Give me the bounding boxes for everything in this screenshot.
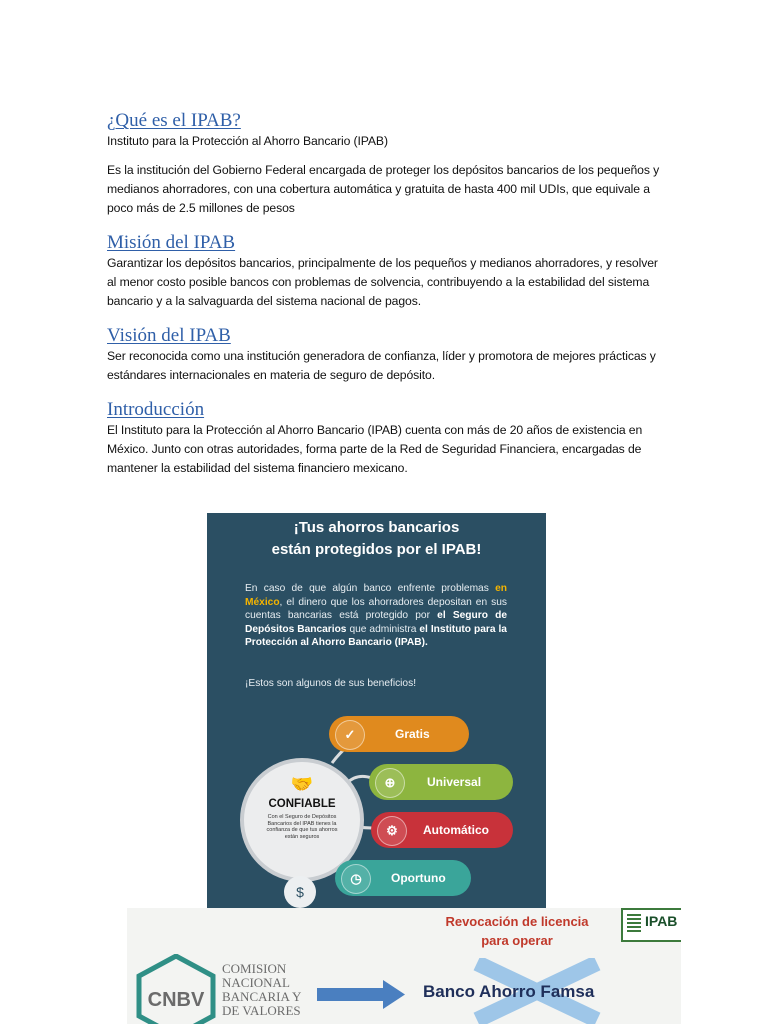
document-body [107,110,667,478]
bank-name: Banco Ahorro Famsa [423,982,595,1001]
cnbv-name-line: DE VALORES [222,1003,301,1018]
check-icon: ✓ [335,720,365,750]
handshake-icon: 🤝 [290,774,314,794]
benefit-label: Universal [427,775,482,789]
revocation-banner [127,908,681,1024]
paragraph-introduccion: El Instituto para la Protección al Ahorro Bancario (IPAB) cuenta con más de 20 años de existencia en México. Junto con otras autoridades, forma parte de la Red de Seguridad Financiera, encargadas de mantener la estabilidad del sistema financiero mexicano. [107,423,643,475]
benefit-label: Automático [423,823,489,837]
benefit-oportuno [335,860,471,896]
heading-introduccion: Introducción [107,399,205,420]
ipab-logo [621,908,681,942]
heading-que-es: ¿Qué es el IPAB? [107,110,241,131]
benefit-universal [369,764,513,800]
benefit-automatico [371,812,513,848]
poster-body [245,582,507,650]
cnbv-name [222,962,301,1018]
heading-vision: Visión del IPAB [107,325,231,346]
poster-title-line2: están protegidos por el IPAB! [271,541,482,558]
globe-icon: ⊕ [375,768,405,798]
cnbv-name-line: BANCARIA Y [222,989,302,1004]
benefit-gratis [329,716,469,752]
cnbv-acronym: CNBV [147,989,205,1011]
poster-body-text-1: En caso de que algún banco enfrente problemas [245,583,489,594]
ipab-poster [207,513,546,908]
ipab-logo-bars [627,914,641,932]
paragraph-que-es: Es la institución del Gobierno Federal encargada de proteger los depósitos bancarios de los pequeños y medianos ahorradores, con una cobertura automática y gratuita de hasta 400 mil UDIs, que equivale a poco más de 2.5 millones de pesos [107,163,660,215]
poster-body-bold-1: el Seguro de Depósitos Bancarios [245,610,507,635]
poster-body-text-2: , el dinero que los ahorradores depositan en sus cuentas bancarias está protegido por [245,596,507,621]
clock-icon: ◷ [341,864,371,894]
confiable-description: Con el Seguro de Depósitos Bancarios del IPAB tienes la confianza de que tus ahorros están seguros [266,814,338,840]
confiable-title: CONFIABLE [268,798,336,810]
poster-body-bold-2: el Instituto para la Protección al Ahorro Bancario (IPAB). [245,623,507,648]
revocation-title [417,912,617,950]
arrow-right-icon [317,980,407,1010]
paragraph-mision: Garantizar los depósitos bancarios, principalmente de los pequeños y medianos ahorradores, y resolver al menor costo posible bancos con problemas de solvencia, contribuyendo a la estabilidad del sistema bancario y a la salvaguarda del sistema nacional de pagos. [107,256,658,308]
poster-body-text-3: que administra [349,623,417,635]
revocation-line-2: para operar [481,933,553,948]
paragraph-vision: Ser reconocida como una institución generadora de confianza, líder y promotora de mejores prácticas y estándares internacionales en materia de seguro de depósito. [107,349,656,382]
cnbv-name-line: NACIONAL [222,975,290,990]
poster-body-highlight: en México [245,583,507,608]
revocation-line-1: Revocación de licencia [445,914,589,929]
gear-icon: ⚙ [377,816,407,846]
subtitle-ipab: Instituto para la Protección al Ahorro Bancario (IPAB) [107,134,388,148]
ipab-logo-text: IPAB [645,913,678,929]
benefit-label: Gratis [395,727,430,741]
shield-icon: $ [284,876,316,908]
heading-mision: Misión del IPAB [107,232,236,253]
poster-benefits-intro: ¡Estos son algunos de sus beneficios! [245,678,417,689]
poster-title-line1: ¡Tus ahorros bancarios [293,519,460,536]
cnbv-logo [135,954,217,1024]
cnbv-name-line: COMISION [222,961,287,976]
benefit-label: Oportuno [391,871,446,885]
